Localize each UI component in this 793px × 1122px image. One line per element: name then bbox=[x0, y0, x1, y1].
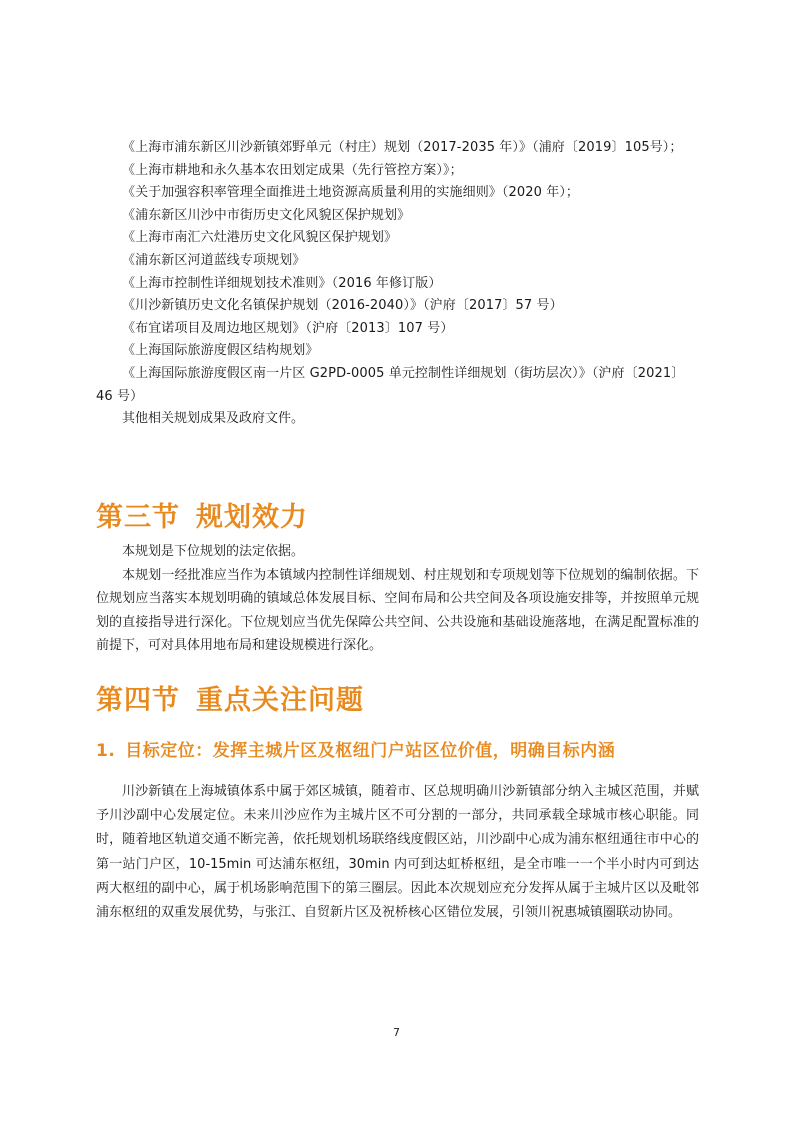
paragraph: 本规划是下位规划的法定依据。 bbox=[122, 544, 305, 559]
reference-item: 《上海市耕地和永久基本农田划定成果（先行管控方案）》； bbox=[122, 162, 463, 178]
reference-item: 《上海市浦东新区川沙新镇郊野单元（村庄）规划（2017-2035 年）》（浦府〔2019〕105号）； bbox=[122, 140, 683, 155]
paragraph: 本规划一经批准应当作为本镇域内控制性详细规划、村庄规划和专项规划等下位规划的编制依据。下位规划应当落实本规划明确的镇域总体发展目标、空间布局和公共空间及各项设施安排等，并按照单元规划的直接指导进行深化。下位规划应当优先保障公共空间、公共设施和基础设施落地，在满足配置标准的前提下，可对具体用地布局和建设规模进行深化。 bbox=[96, 567, 699, 653]
reference-item: 《浦东新区川沙中市街历史文化风貌区保护规划》 bbox=[122, 207, 411, 223]
reference-item: 《上海国际旅游度假区结构规划》 bbox=[122, 343, 319, 359]
reference-item: 《上海国际旅游度假区南一片区 G2PD-0005 单元控制性详细规划（街坊层次）》（沪府〔2021〕46 号） bbox=[96, 365, 685, 404]
reference-item: 《上海市控制性详细规划技术准则》（2016 年修订版） bbox=[122, 275, 442, 291]
subsection-heading bbox=[96, 736, 615, 761]
section-body bbox=[96, 780, 699, 925]
section-heading bbox=[96, 501, 308, 535]
section-number: 第四节 bbox=[96, 685, 180, 716]
reference-item: 《川沙新镇历史文化名镇保护规划（2016-2040）》（沪府〔2017〕57 号） bbox=[122, 298, 563, 314]
subsection-title: 目标定位：发挥主城片区及枢纽门户站区位价值，明确目标内涵 bbox=[125, 741, 616, 761]
other-documents-line: 其他相关规划成果及政府文件。 bbox=[122, 411, 305, 427]
section-heading bbox=[96, 684, 364, 718]
section-body bbox=[96, 540, 699, 658]
subsection-number: 1. bbox=[96, 741, 116, 761]
reference-item: 《布宜诺项目及周边地区规划》（沪府〔2013〕107 号） bbox=[122, 320, 454, 336]
paragraph: 川沙新镇在上海城镇体系中属于郊区城镇，随着市、区总规明确川沙新镇部分纳入主城区范围，并赋予川沙副中心发展定位。未来川沙应作为主城片区不可分割的一部分，共同承载全球城市核心职能。同时，随着地区轨道交通不断完善，依托规划机场联络线度假区站，川沙副中心成为浦东枢纽通往市中心的第一站门户区，10-15min 可达浦东枢纽，30min 内可到达虹桥枢纽，是全市唯一一个半小时内可到达两大枢纽的副中心，属于机场影响范围下的第三圈层。因此本次规划应充分发挥从属于主城片区以及毗邻浦东枢纽的双重发展优势，与张江、自贸新片区及祝桥核心区错位发展，引领川祝惠城镇圈联动协同。 bbox=[96, 784, 699, 921]
page-number: 7 bbox=[393, 1026, 400, 1039]
section-number: 第三节 bbox=[96, 502, 180, 533]
section-title: 规划效力 bbox=[196, 502, 308, 533]
reference-list bbox=[96, 137, 696, 431]
reference-item: 《浦东新区河道蓝线专项规划》 bbox=[122, 252, 306, 268]
reference-item: 《关于加强容积率管理全面推进土地资源高质量利用的实施细则》（2020 年）； bbox=[122, 185, 580, 201]
reference-item: 《上海市南汇六灶港历史文化风貌区保护规划》 bbox=[122, 230, 398, 246]
section-title: 重点关注问题 bbox=[196, 685, 364, 716]
